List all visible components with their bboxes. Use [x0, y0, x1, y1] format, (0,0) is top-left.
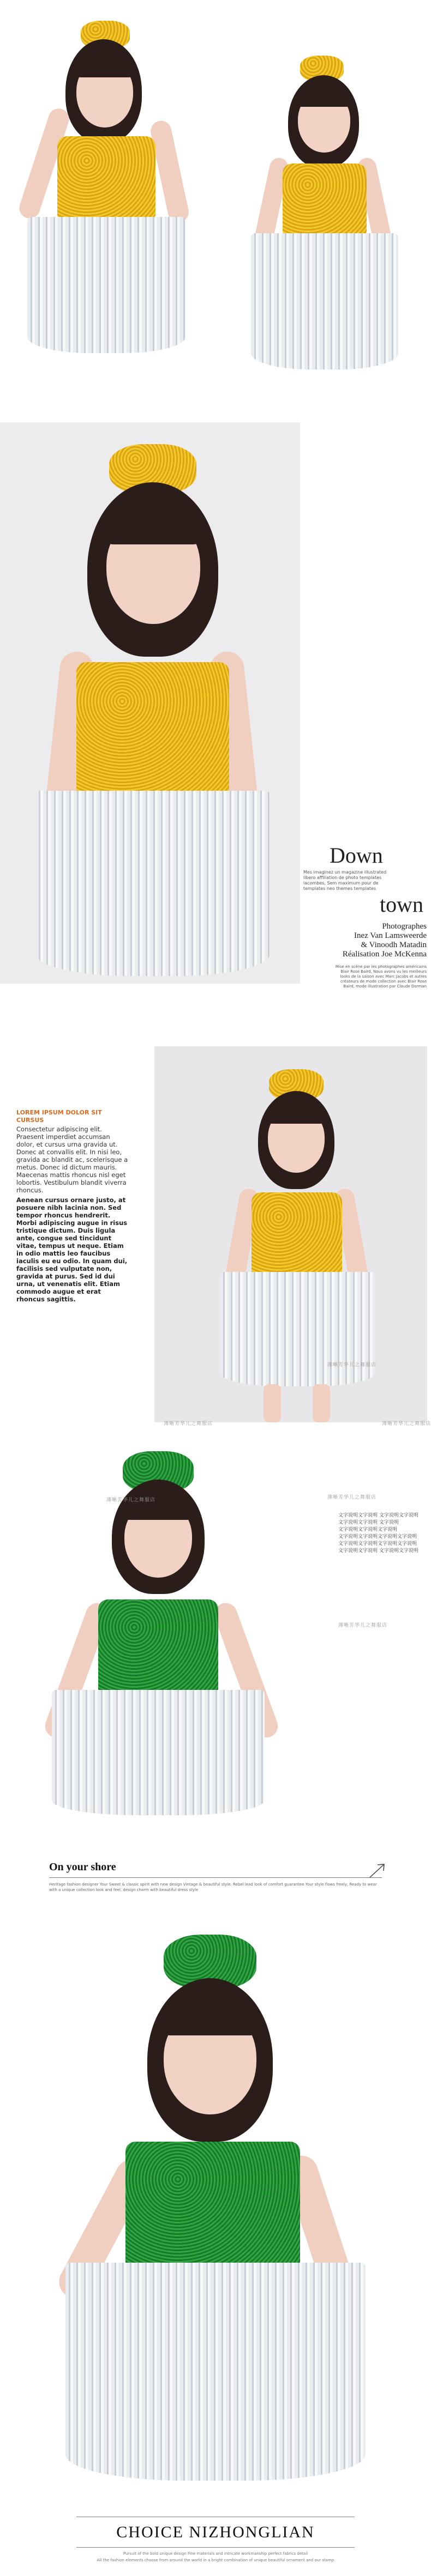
text-line: 文字说明文字说明文字说明文字说明 [338, 1541, 417, 1547]
watermark: 薄晰芳华儿之舞服店 [338, 1623, 388, 1628]
credit-line: Inez Van Lamsweerde [354, 931, 427, 940]
credit-line: Réalisation Joe McKenna [342, 950, 427, 959]
watermark: 薄晰芳华儿之舞服店 [382, 1421, 431, 1427]
photo-gold-side [218, 48, 426, 375]
shore-caption: Heritage fashion designer Your Sweet & classic spirit with new design Vintage & beautiful style. Rebel lead look of comfort guarantee Your style flows freely, Ready to wear with a unique collection look and feel, design charm with beautiful dress style [49, 1882, 377, 1892]
footer-fine-line: Pursuit of the bold unique design Fine materials and intricate workmanship perfect fabrics detail [123, 2551, 308, 2556]
downtown-credits [323, 922, 427, 959]
watermark: 薄晰芳华儿之舞服店 [164, 1421, 213, 1427]
shore-band [0, 1850, 431, 1916]
footer-rule-bottom [76, 2547, 355, 2548]
downtown-title-line2: town [380, 892, 423, 917]
text-line: 文字说明文字说明 文字说明文字说明 [338, 1513, 418, 1518]
shore-title: On your shore [49, 1861, 116, 1873]
footer-brand: CHOICE NIZHONGLIAN [116, 2523, 315, 2541]
credit-line: Photographes [382, 922, 427, 931]
credit-line: & Vinoodh Matadin [361, 941, 427, 949]
downtown-fine-print: Mise en scène par les photographes américains Blair Rose Baird, Nous avons vu les meilleurs looks de la saison avec Marc Jacobs et autres créateurs de mode collection avec Blair Rose Baird, mode illustration par Claude Dorman [335, 965, 427, 989]
green-text-block [338, 1512, 428, 1555]
lorem-paragraph-2: Aenean cursus ornare justo, at posuere nibh lacinia non. Sed tempor rhoncus hendrerit. Morbi adipiscing augue in risus tristique dictum. Duis ligula ante, congue sed tincidunt vitae, tempus ut neque. Etiam in odio mattis leo faucibus iaculis eu eu odio. In quam dui, facilisis sed vulputate non, gravida at purus. Sed id dui urna, ut venenatis elit. Etiam commodo augue et erat rhoncus sagittis. [16, 1196, 128, 1303]
lorem-text-block [16, 1109, 128, 1303]
photo-green-front [0, 1436, 327, 1828]
photo-gold-standing [154, 1046, 427, 1422]
photo-green-closeup [0, 1929, 431, 2493]
photo-gold-closeup [0, 422, 300, 984]
lorem-heading: LOREM IPSUM DOLOR SIT CURSUS [16, 1109, 102, 1124]
shore-rule [49, 1877, 382, 1878]
footer [0, 2501, 431, 2576]
text-line: 文字说明文字说明文字说明文字说明 [338, 1534, 417, 1539]
lorem-paragraph-1: Consectetur adipiscing elit. Praesent imperdiet accumsan dolor, et cursus urna gravida ut. Donec at convallis elit. In nisi leo, gravida ac blandit ac, scelerisque a metus. Donec id dictum mauris. Maecenas mattis rhoncus nisl eget lobortis. Vestibulum blandit viverra rhoncus. [16, 1125, 128, 1194]
downtown-intro: Mes imaginez un magazine illustrated libero affiliation de photo templates lacombes, Sem maximum pour de templates neo themes templates [303, 870, 387, 891]
text-line: 文字说明文字说明 文字说明文字说明 [338, 1548, 418, 1554]
footer-fine-line: All the fashion elements choose from around the world in a bright combination of unique beautiful ornament and our stamp [97, 2558, 334, 2562]
watermark: 薄晰芳华儿之舞服店 [327, 1495, 377, 1500]
photo-gold-front [0, 0, 210, 360]
watermark: 薄晰芳华儿之舞服店 [327, 1362, 377, 1368]
text-line: 文字说明文字说明文字说明 [338, 1527, 398, 1532]
arrow-icon [369, 1862, 385, 1878]
watermark: 薄晰芳华儿之舞服店 [106, 1498, 156, 1503]
downtown-title-line1: Down [330, 843, 383, 868]
text-line: 文字说明文字说明 文字说明 [338, 1520, 399, 1525]
